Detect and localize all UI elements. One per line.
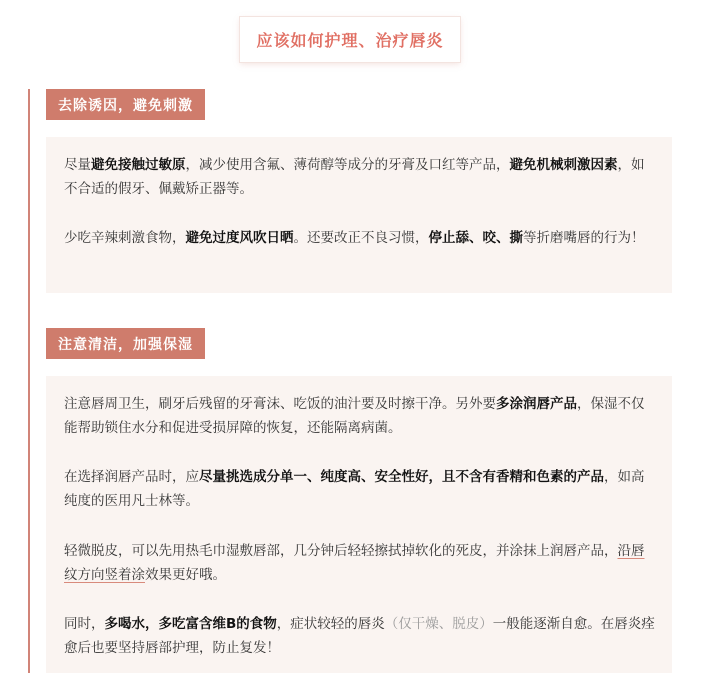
text: ，如高纯度的医用凡士林等。	[64, 469, 645, 509]
text: ，症状较轻的唇炎	[276, 616, 385, 632]
section-heading-2	[46, 328, 205, 359]
text: 少吃辛辣刺激食物，	[64, 230, 186, 246]
bold-text: 避免过度风吹日晒	[185, 230, 294, 246]
section-2-paragraph-1	[64, 393, 656, 440]
bold-text: 避免机械刺激因素	[509, 157, 618, 173]
left-accent-line	[28, 89, 30, 673]
text: ，保湿不仅能帮助锁住水分和促进受损屏障的恢复，还能隔离病菌。	[64, 396, 645, 436]
section-1-panel	[46, 137, 672, 293]
text: ，如不合适的假牙、佩戴矫正器等。	[64, 157, 645, 197]
text: 效果更好哦。	[145, 566, 226, 583]
section-2-panel	[46, 376, 672, 673]
text: 注意唇周卫生，刷牙后残留的牙膏沫、吃饭的油汁要及时擦干净。另外要	[64, 396, 496, 412]
text: 尽量	[64, 157, 91, 173]
muted-text: （仅干燥、脱皮）	[384, 616, 493, 632]
section-heading-1	[46, 89, 205, 120]
section-heading-1-text: 去除诱因，避免刺激	[58, 97, 193, 114]
section-heading-2-text: 注意清洁，加强保湿	[58, 336, 193, 353]
section-2-paragraph-3	[64, 540, 656, 587]
text: 轻微脱皮，可以先用热毛巾湿敷唇部，几分钟后轻轻擦拭掉软化的死皮，并涂抹上润唇产品，	[64, 543, 618, 559]
bold-text: 避免接触过敏原	[91, 157, 186, 173]
section-1-paragraph-2	[64, 227, 656, 251]
text: 在选择润唇产品时，应	[64, 469, 199, 485]
section-2-paragraph-4	[64, 613, 656, 660]
underlined-text: 沿唇纹方向竖着涂	[64, 543, 645, 583]
text: 一般能逐渐自愈。在唇炎痊愈后也要坚持唇部护理，防止复发！	[64, 616, 655, 656]
article-title-box	[240, 17, 460, 62]
text: ，减少使用含氟、薄荷醇等成分的牙膏及口红等产品，	[185, 157, 510, 173]
section-2-paragraph-2	[64, 466, 656, 513]
section-1-paragraph-1	[64, 154, 656, 201]
bold-text: 停止舔、咬、撕	[428, 230, 523, 246]
bold-text: 多涂润唇产品	[496, 396, 577, 412]
bold-text: 多喝水，多吃富含维B的食物	[104, 616, 277, 632]
text: 。还要改正不良习惯，	[293, 230, 429, 246]
bold-text: 尽量挑选成分单一、纯度高、安全性好，且不含有香精和色素的产品	[199, 469, 604, 485]
article-title: 应该如何护理、治疗唇炎	[256, 31, 444, 50]
text: 同时，	[64, 616, 105, 632]
text: 等折磨嘴唇的行为！	[523, 230, 645, 246]
